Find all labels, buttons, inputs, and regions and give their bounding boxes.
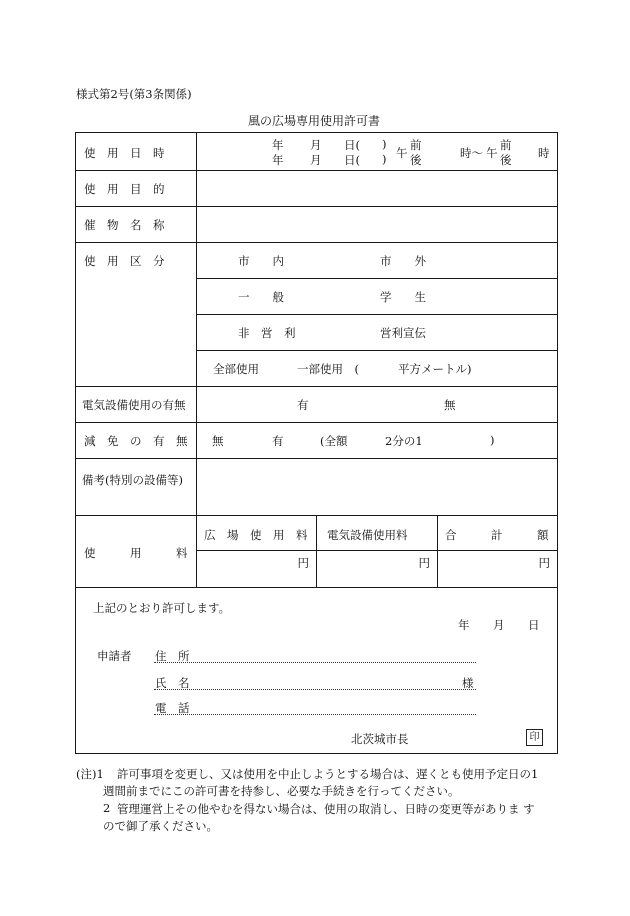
purpose-label: 使 用 目 的	[84, 182, 165, 196]
permit-date-year: 年	[458, 618, 470, 632]
purpose-field[interactable]	[198, 172, 556, 205]
phone-label: 電 話	[155, 701, 190, 715]
electric-no[interactable]: 無	[444, 398, 456, 412]
remarks-label: 備考(特別の設備等)	[82, 473, 183, 487]
remarks-field[interactable]	[198, 460, 556, 514]
address-line[interactable]	[154, 662, 476, 663]
option-commercial[interactable]: 営利宣伝	[380, 326, 426, 340]
applicant-label: 申請者	[97, 649, 132, 663]
fee-col-total: 合 計 額	[445, 528, 549, 542]
note2-line1: 管理運営上その他やむを得ない場合は、使用の取消し、日時の変更等がありま す	[117, 802, 535, 816]
mayor-title: 北茨城市長	[351, 732, 409, 746]
address-label: 住 所	[155, 649, 190, 663]
event-name-field[interactable]	[198, 208, 556, 241]
datetime-label: 使 用 日 時	[84, 146, 165, 160]
option-full-use[interactable]: 全部使用	[213, 362, 259, 376]
form-title: 風の広場専用使用許可書	[248, 114, 381, 128]
option-general[interactable]: 一 般	[238, 290, 284, 304]
permit-statement: 上記のとおり許可します。	[93, 601, 231, 615]
note2-line2: ので御了承ください。	[103, 819, 218, 833]
option-partial-use[interactable]: 一部使用 (	[297, 362, 359, 376]
sama-suffix: 様	[462, 676, 474, 690]
fee-electric-field[interactable]	[318, 552, 436, 586]
option-city-outside[interactable]: 市 外	[380, 254, 426, 268]
seal-mark: 印	[526, 729, 543, 746]
exemption-label: 減 免 の 有 無	[84, 434, 188, 448]
style-number: 様式第2号(第3条関係)	[76, 87, 192, 101]
exemption-yes[interactable]: 有	[272, 434, 284, 448]
exemption-half[interactable]: 2分の1	[385, 434, 423, 448]
yen-unit: 円	[297, 556, 309, 570]
electric-label: 電気設備使用の有無	[82, 398, 186, 412]
electric-yes[interactable]: 有	[297, 398, 309, 412]
fee-label: 使 用 料	[84, 546, 188, 560]
category-label: 使 用 区 分	[84, 254, 165, 268]
fee-col-plaza: 広 場 使 用 料	[204, 528, 308, 542]
option-nonprofit[interactable]: 非 営 利	[238, 326, 296, 340]
area-unit: 平方メートル)	[398, 362, 472, 376]
event-name-label: 催 物 名 称	[84, 218, 165, 232]
fee-total-field[interactable]	[439, 552, 556, 586]
exemption-no[interactable]: 無	[212, 434, 224, 448]
note-prefix: (注)1	[76, 767, 104, 781]
permit-date-day: 日	[528, 618, 540, 632]
yen-unit: 円	[538, 556, 550, 570]
exemption-close: )	[490, 433, 495, 447]
option-student[interactable]: 学 生	[380, 290, 426, 304]
name-label: 氏 名	[155, 676, 190, 690]
fee-col-electric: 電気設備使用料	[327, 528, 408, 542]
yen-unit: 円	[418, 556, 430, 570]
note1-line2: 週間前までにこの許可書を持参し、必要な手続きを行ってください。	[103, 784, 460, 798]
option-city-inside[interactable]: 市 内	[238, 254, 284, 268]
note2-number: 2	[103, 801, 111, 815]
fee-plaza-field[interactable]	[198, 552, 315, 586]
permit-date-month: 月	[493, 618, 505, 632]
exemption-full[interactable]: (全額	[320, 434, 348, 448]
name-line[interactable]	[154, 689, 476, 690]
phone-line[interactable]	[154, 714, 476, 715]
note1-line1: 許可事項を変更し、又は使用を中止しようとする場合は、遅くとも使用予定日の1	[117, 767, 539, 781]
